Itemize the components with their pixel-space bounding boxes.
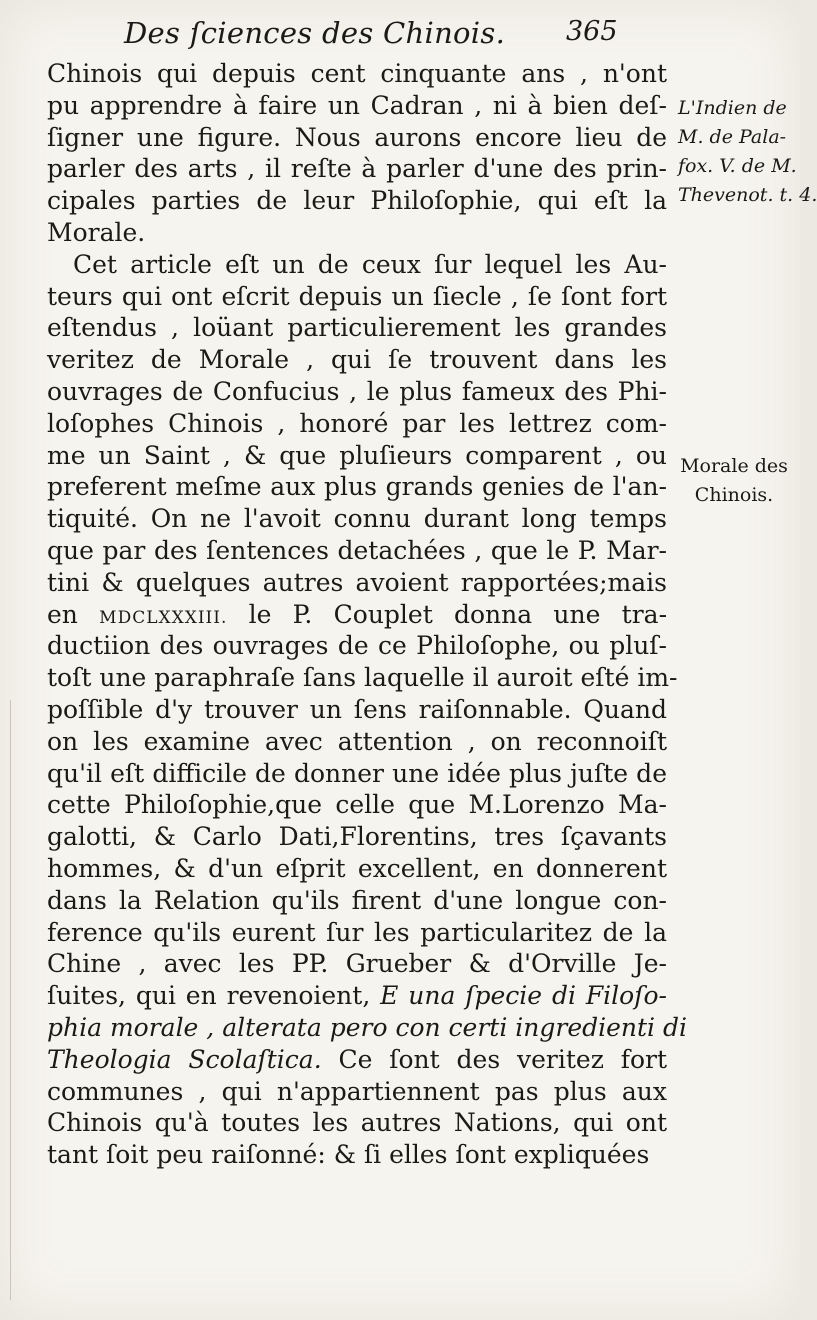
text-line: parler des arts , il reſte à parler d'une des prin- [47, 154, 667, 184]
text-line: tini & quelques autres avoient rapportées;mais [47, 567, 667, 597]
text-line: tant ſoit peu raiſonné: & ſi elles ſont expliquées [47, 1140, 650, 1170]
text-line: communes , qui n'appartiennent pas plus aux [47, 1076, 667, 1106]
text-line: Chinois qu'à toutes les autres Nations, qui ont [47, 1108, 667, 1138]
page-number: 365 [566, 16, 618, 47]
text-line: dans la Relation qu'ils firent d'une longue con- [47, 885, 667, 915]
text-line: que par des ſentences detachées , que le P. Mar- [47, 535, 667, 565]
text-line: hommes, & d'un eſprit excellent, en donnerent [47, 853, 667, 883]
margin-note-line: M. de Pala- [678, 126, 787, 148]
text-line: on les examine avec attention , on reconnoiſt [47, 726, 667, 756]
text-line: Morale. [47, 217, 146, 247]
italian-quote: E una ſpecie di Filoſo- [380, 981, 667, 1011]
running-head [0, 6, 800, 58]
body-text [47, 58, 688, 1171]
text-line: ſigner une figure. Nous aurons encore lieu de [47, 122, 667, 152]
text-line: cette Philoſophie,que celle que M.Lorenzo Ma- [47, 790, 667, 820]
margin-note-line: L'Indien de [678, 97, 787, 119]
text-fragment: Ce ſont des veritez fort [338, 1044, 668, 1074]
text-line-with-date [47, 599, 667, 631]
text-line: pu apprendre à faire un Cadran , ni à bien deſ- [47, 90, 667, 120]
italian-quote-line: phia morale , alterata pero con certi ingredienti di [47, 1012, 688, 1042]
text-line: cipales parties de leur Philoſophie, qui eſt la [47, 186, 667, 216]
text-line: preferent meſme aux plus grands genies de l'an- [47, 472, 667, 502]
text-line: toſt une paraphraſe ſans laquelle il auroit eſté im- [47, 663, 678, 693]
margin-note-line: Morale des [680, 455, 788, 477]
text-line: teurs qui ont eſcrit depuis un ſiecle , ſe ſont fort [47, 281, 667, 311]
text-line: Cet article eſt un de ceux ſur lequel les Au- [73, 249, 667, 279]
page-edge-line [10, 700, 11, 1300]
text-line: galotti, & Carlo Dati,Florentins, tres ſçavants [47, 822, 667, 852]
roman-date: MDCLXXXIII. [99, 607, 228, 628]
margin-note-line: fox. V. de M. [678, 155, 797, 177]
text-fragment: le P. Couplet donna une tra- [248, 599, 668, 629]
text-line: ouvrages de Confucius , le plus fameux des Phi- [47, 376, 667, 406]
text-fragment: ſuites, qui en revenoient, [47, 981, 371, 1011]
margin-note-topic [668, 452, 800, 510]
text-fragment: en [47, 599, 78, 629]
text-line-with-quote [47, 980, 667, 1012]
text-line: Chinois qui depuis cent cinquante ans , n'ont [47, 59, 667, 88]
text-line: veritez de Morale , qui ſe trouvent dans les [47, 345, 667, 375]
text-line: ductiion des ouvrages de ce Philoſophe, ou pluſ- [47, 631, 667, 661]
running-title: Des ſciences des Chinois. [124, 16, 506, 50]
text-line: loſophes Chinois , honoré par les lettrez com- [47, 408, 667, 438]
text-line: me un Saint , & que pluſieurs comparent , ou [47, 440, 667, 470]
text-line: ference qu'ils eurent ſur les particularitez de la [47, 917, 667, 947]
text-line: Chine , avec les PP. Grueber & d'Orville Je- [47, 949, 667, 979]
margin-note-line: Thevenot. t. 4. [678, 184, 817, 206]
text-line-with-quote [47, 1044, 667, 1076]
italian-quote: Theologia Scolaſtica. [47, 1044, 322, 1074]
margin-note-line: Chinois. [694, 484, 774, 506]
text-line: poſſible d'y trouver un ſens raiſonnable. Quand [47, 694, 667, 724]
text-line: tiquité. On ne l'avoit connu durant long temps [47, 504, 667, 534]
text-line: eſtendus , loüant particulierement les grandes [47, 313, 667, 343]
margin-note-source [678, 94, 817, 210]
text-line: qu'il eſt difficile de donner une idée plus juſte de [47, 758, 667, 788]
